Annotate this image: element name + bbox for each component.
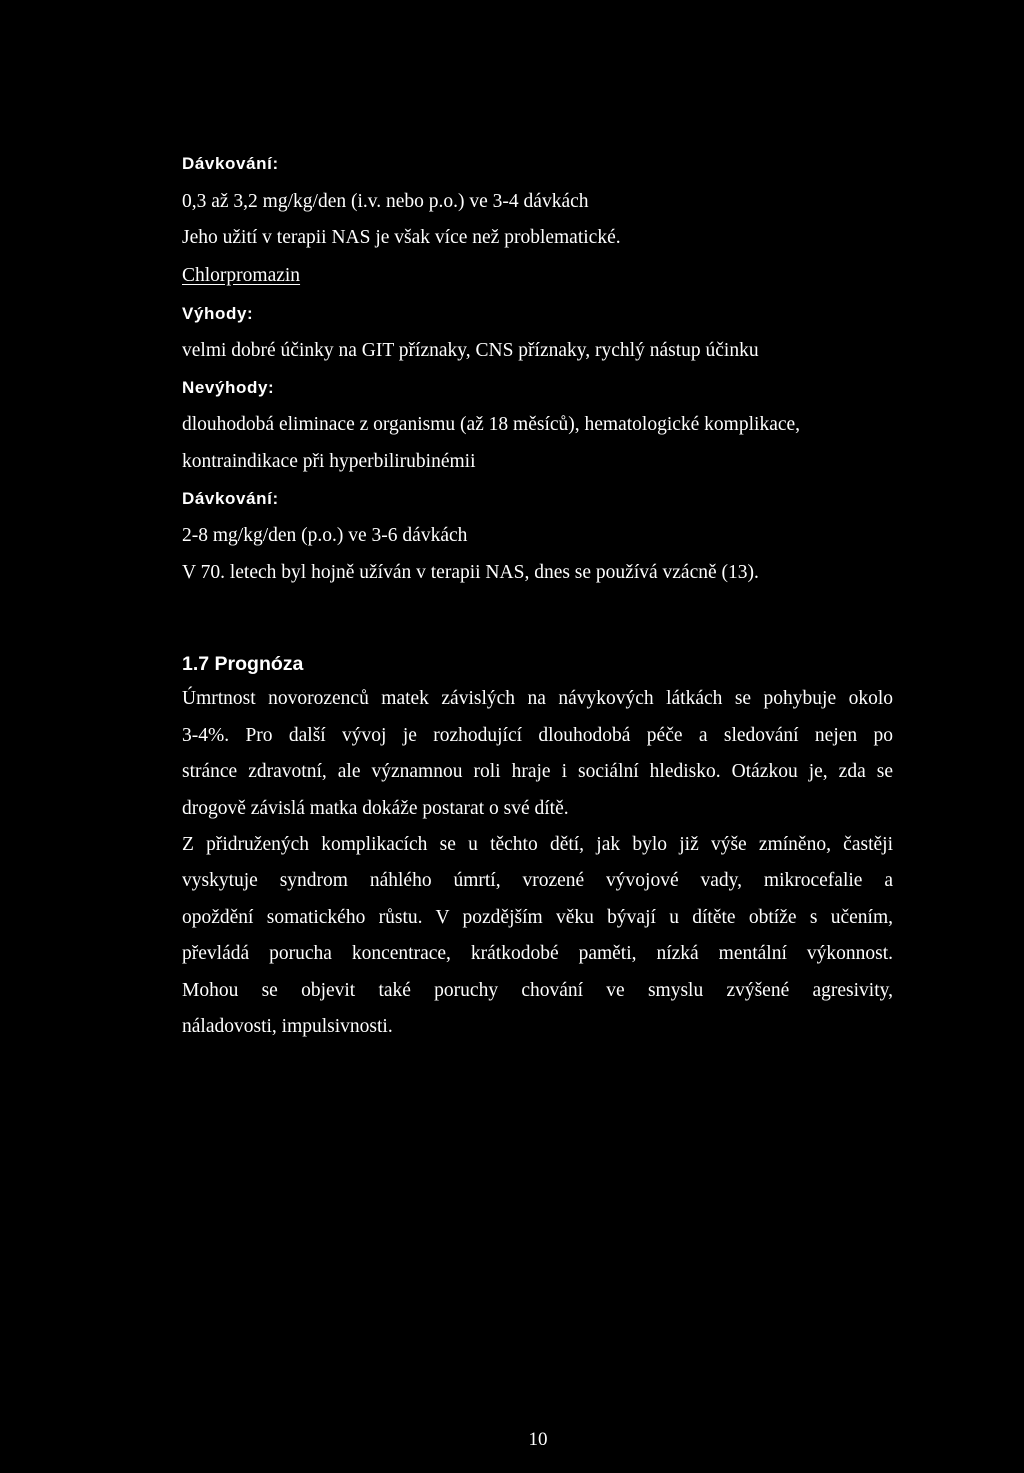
dosage-text: 0,3 až 3,2 mg/kg/den (i.v. nebo p.o.) ve 3-4 dávkách	[182, 191, 589, 212]
paragraph-line: drogově závislá matka dokáže postarat o své dítě.	[182, 798, 569, 819]
paragraph-line: náladovosti, impulsivnosti.	[182, 1016, 393, 1037]
dosage-label: Dávkování:	[182, 154, 279, 173]
disadvantages-text: dlouhodobá eliminace z organismu (až 18 měsíců), hematologické komplikace,	[182, 414, 801, 435]
paragraph-line: opoždění somatického růstu. V pozdějším věku bývají u dítěte obtíže s učením,	[182, 907, 893, 928]
therapy-note: V 70. letech byl hojně užíván v terapii NAS, dnes se používá vzácně (13).	[182, 562, 759, 583]
page-number	[0, 1429, 1024, 1451]
paragraph-line: stránce zdravotní, ale významnou roli hraje i sociální hledisko. Otázkou je, zda se	[182, 761, 893, 782]
section-heading: 1.7 Prognóza	[182, 653, 304, 675]
drug-name: Chlorpromazin	[182, 265, 301, 286]
advantages-text: velmi dobré účinky na GIT příznaky, CNS příznaky, rychlý nástup účinku	[182, 340, 759, 361]
page-number-value: 10	[528, 1429, 548, 1450]
paragraph-line: převládá porucha koncentrace, krátkodobé paměti, nízká mentální výkonnost.	[182, 943, 893, 964]
paragraph-line: Mohou se objevit také poruchy chování ve smyslu zvýšené agresivity,	[182, 980, 893, 1001]
paragraph-line: Z přidružených komplikacích se u těchto dětí, jak bylo již výše zmíněno, častěji	[182, 834, 893, 855]
dosage-text: 2-8 mg/kg/den (p.o.) ve 3-6 dávkách	[182, 525, 468, 546]
disadvantages-text: kontraindikace při hyperbilirubinémii	[182, 451, 476, 472]
paragraph-line: vyskytuje syndrom náhlého úmrtí, vrozené vývojové vady, mikrocefalie a	[182, 870, 893, 891]
therapy-note: Jeho užití v terapii NAS je však více než problematické.	[182, 227, 621, 248]
paragraph-line: 3-4%. Pro další vývoj je rozhodující dlouhodobá péče a sledování nejen po	[182, 725, 893, 746]
dosage-label: Dávkování:	[182, 489, 279, 508]
paragraph-line: Úmrtnost novorozenců matek závislých na návykových látkách se pohybuje okolo	[182, 688, 893, 709]
disadvantages-label: Nevýhody:	[182, 378, 275, 397]
advantages-label: Výhody:	[182, 304, 254, 323]
